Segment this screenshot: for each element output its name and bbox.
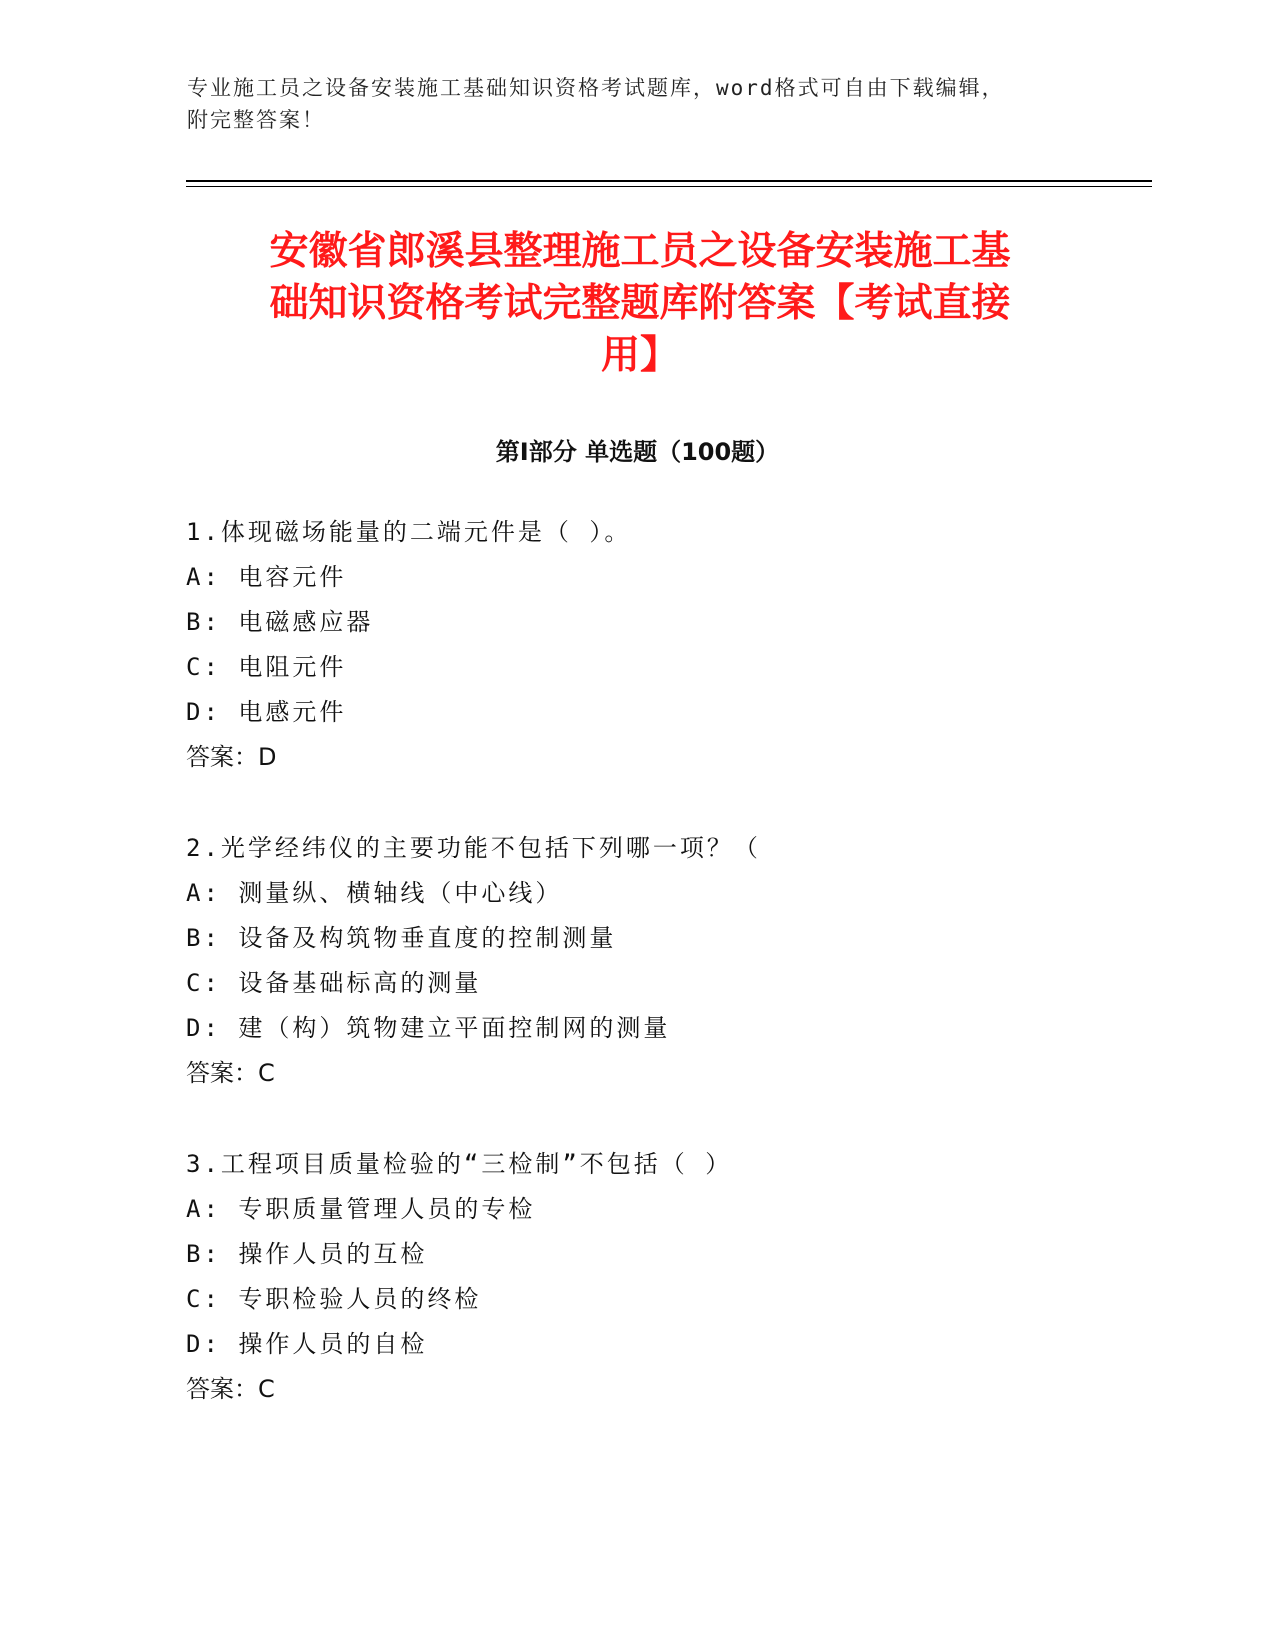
document-title-line-1: 安徽省郎溪县整理施工员之设备安装施工基 [269, 229, 1011, 274]
answer: 答案：C [186, 1059, 275, 1087]
question-stem: 2.光学经纬仪的主要功能不包括下列哪一项？（ [186, 834, 761, 862]
document-title-line-2: 础知识资格考试完整题库附答案【考试直接 [269, 281, 1011, 326]
header-divider-thin [186, 186, 1152, 187]
option-c: C: 专职检验人员的终检 [186, 1285, 482, 1313]
section-title: 第Ⅰ部分 单选题（100题） [495, 438, 780, 466]
header-note [187, 72, 1087, 136]
question-stem: 1.体现磁场能量的二端元件是（ ）。 [186, 518, 632, 546]
header-note-line-1: 专业施工员之设备安装施工基础知识资格考试题库，word格式可自由下载编辑， [187, 76, 1005, 100]
document-title [190, 226, 1090, 382]
option-c: C: 电阻元件 [186, 653, 347, 681]
question-1 [186, 510, 1136, 780]
question-2 [186, 826, 1136, 1096]
option-a: A: 专职质量管理人员的专检 [186, 1195, 536, 1223]
option-a: A: 电容元件 [186, 563, 347, 591]
option-a: A: 测量纵、横轴线（中心线） [186, 879, 563, 907]
answer: 答案：D [186, 743, 277, 771]
option-c: C: 设备基础标高的测量 [186, 969, 482, 997]
question-3 [186, 1142, 1136, 1412]
header-note-line-2: 附完整答案！ [187, 108, 325, 132]
document-title-line-3: 用】 [600, 333, 679, 378]
option-d: D: 建（构）筑物建立平面控制网的测量 [186, 1014, 671, 1042]
option-b: B: 操作人员的互检 [186, 1240, 428, 1268]
answer: 答案：C [186, 1375, 275, 1403]
question-stem: 3.工程项目质量检验的“三检制”不包括（ ） [186, 1150, 733, 1178]
header-divider-thick [186, 180, 1152, 182]
option-b: B: 设备及构筑物垂直度的控制测量 [186, 924, 617, 952]
option-b: B: 电磁感应器 [186, 608, 374, 636]
option-d: D: 操作人员的自检 [186, 1330, 428, 1358]
option-d: D: 电感元件 [186, 698, 347, 726]
